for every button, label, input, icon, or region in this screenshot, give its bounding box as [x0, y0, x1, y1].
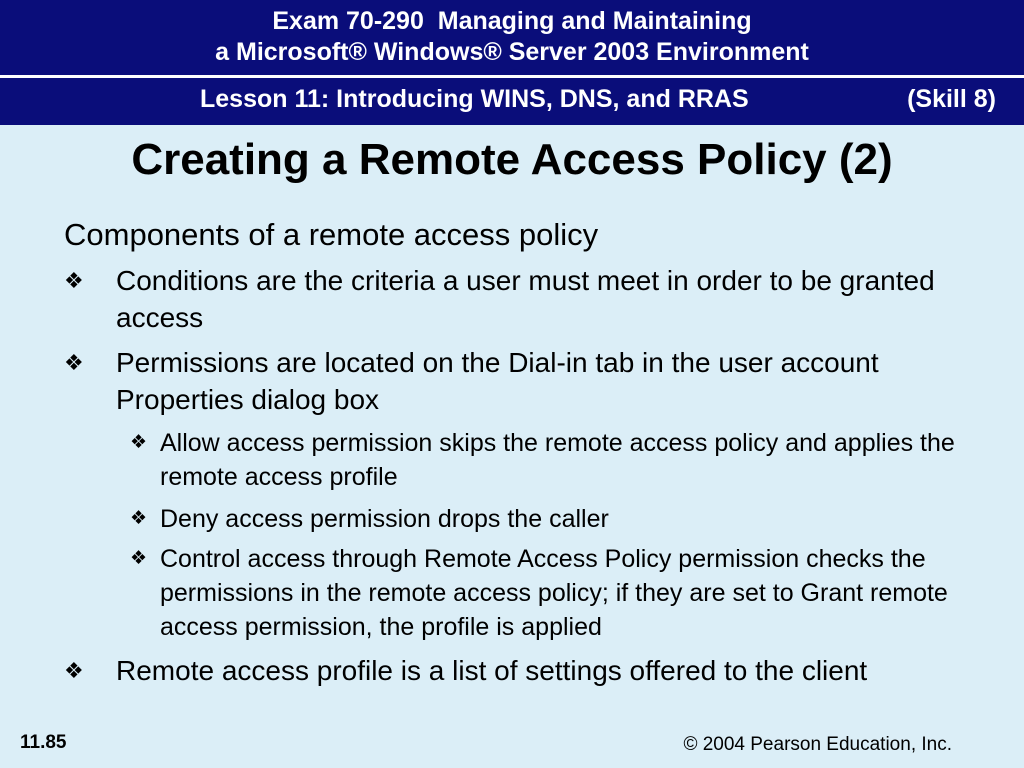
- sub-bullet-text: Allow access permission skips the remote access policy and applies the remote access profile: [160, 429, 955, 491]
- exam-title: [0, 6, 1024, 68]
- sub-bullet-item: [130, 542, 960, 644]
- slide-title: Creating a Remote Access Policy (2): [131, 135, 893, 184]
- header-divider: [0, 75, 1024, 78]
- sub-bullet-text: Deny access permission drops the caller: [160, 505, 609, 533]
- bullet-text: Conditions are the criteria a user must meet in order to be granted access: [116, 265, 935, 333]
- sub-bullet-item: [130, 502, 960, 536]
- four-diamond-bullet-icon: ❖: [64, 268, 84, 293]
- exam-title-line1: Exam 70-290 Managing and Maintaining: [272, 7, 752, 35]
- skill-label: (Skill 8): [907, 85, 996, 113]
- four-diamond-bullet-icon: ❖: [130, 548, 148, 569]
- four-diamond-bullet-icon: ❖: [130, 432, 148, 453]
- bullet-text: Permissions are located on the Dial-in tab in the user account Properties dialog box: [116, 347, 879, 415]
- slide-number: 11.85: [20, 732, 67, 753]
- sub-bullet-item: [130, 426, 960, 494]
- exam-title-line2: a Microsoft® Windows® Server 2003 Environment: [215, 38, 809, 66]
- four-diamond-bullet-icon: ❖: [64, 350, 84, 375]
- four-diamond-bullet-icon: ❖: [64, 658, 84, 683]
- bullet-item: [64, 652, 994, 689]
- sub-bullet-text: Control access through Remote Access Policy permission checks the permissions in the remote access policy; if they are set to Grant remote access permission, the profile is applied: [160, 545, 948, 641]
- intro-text: Components of a remote access policy: [64, 217, 599, 252]
- four-diamond-bullet-icon: ❖: [130, 508, 148, 529]
- bullet-item: [64, 262, 994, 336]
- lesson-title: Lesson 11: Introducing WINS, DNS, and RRAS: [200, 85, 749, 113]
- copyright-notice: © 2004 Pearson Education, Inc.: [683, 734, 952, 755]
- bullet-item: [64, 344, 994, 418]
- bullet-text: Remote access profile is a list of settings offered to the client: [116, 655, 868, 686]
- header-banner: [0, 0, 1024, 125]
